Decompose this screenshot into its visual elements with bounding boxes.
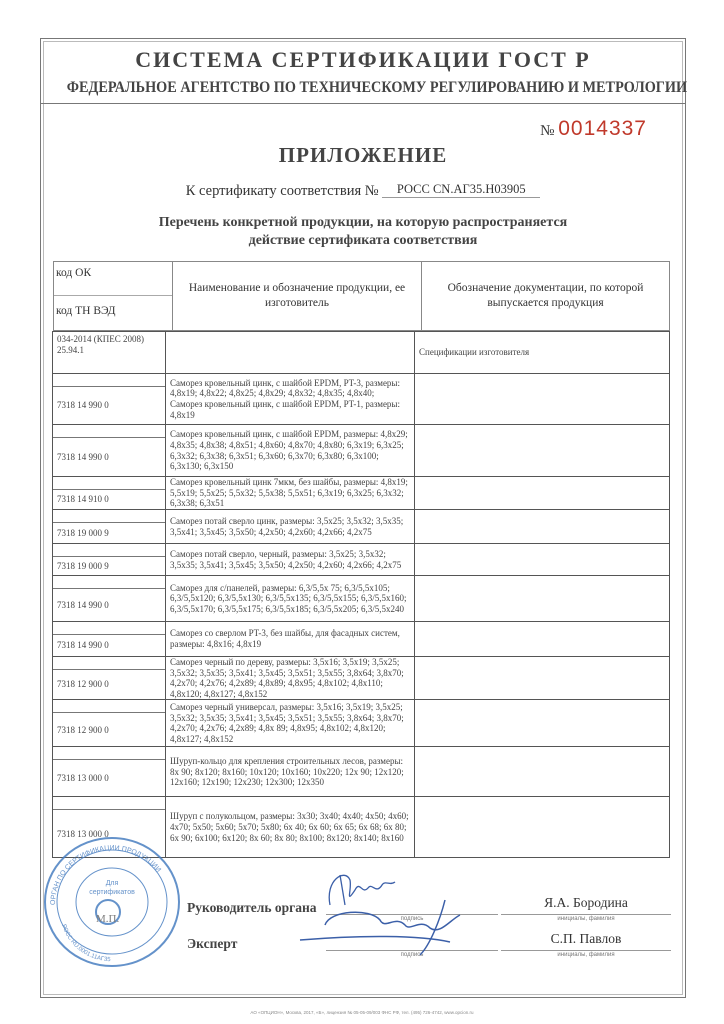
- tnved-code-cell: [53, 374, 166, 425]
- doc-cell: [415, 700, 670, 747]
- table-row: [53, 622, 670, 657]
- product-name: Саморез потай сверло, черный, размеры: 3,5x25; 3,5x32; 3,5x35; 3,5x41; 3,5x45; 3,5x50; 4,2x50; 4,2x60; 4,2x66; 4,2x75: [166, 544, 415, 576]
- tnved-code: 7318 14 990 0: [57, 599, 109, 610]
- doc-cell: [415, 477, 670, 510]
- form-number-value: 0014337: [558, 117, 647, 140]
- tnved-code-cell: [53, 510, 166, 544]
- table-row: [53, 657, 670, 700]
- product-name: Шуруп с полукольцом, размеры: 3x30; 3x40; 4x40; 4x50; 4x60; 4x70; 5x50; 5x60; 5x70; 5x80; 6x 40; 6x 60; 6x 65; 6x 68; 6x 80; 6x 90; 6x100; 6x120; 8x 60; 8x 80; 8x100; 8x120; 8x140; 8x160: [166, 797, 415, 858]
- svg-text:ОРГАН ПО СЕРТИФИКАЦИИ ПРОДУКЦИ: ОРГАН ПО СЕРТИФИКАЦИИ ПРОДУКЦИИ: [49, 844, 162, 906]
- okpd-code: 034-2014 (КПЕС 2008) 25.94.1: [53, 332, 166, 374]
- tnved-code: 7318 13 000 0: [57, 773, 109, 784]
- tnved-code: 7318 14 910 0: [57, 494, 109, 505]
- name-header: Наименование и обозначение продукции, ее изготовитель: [173, 262, 422, 331]
- svg-text:сертификатов: сертификатов: [89, 889, 135, 896]
- product-name: Саморез кровельный цинк 7мкм, без шайбы, размеры: 4,8x19; 5,5x19; 5,5x25; 5,5x32; 5,5x38; 5,5x51; 6,3x19; 6,3x25; 6,3x32; 6,3x38; 6,3x51: [166, 477, 415, 510]
- product-name: Саморез черный универсал, размеры: 3,5x16; 3,5x19; 3,5x25; 3,5x32; 3,5x35; 3,5x41; 3,5x45; 3,5x51; 3,5x55; 3,8x64; 3,8x70; 4,2x70; 4,2x76; 4,2x89; 4,8x 89; 4,8x95; 4,8x102; 4,8x120; 4,8x127; 4,8x152: [166, 700, 415, 747]
- product-table: [52, 331, 670, 858]
- expert-label: Эксперт: [187, 936, 238, 951]
- svg-text:РОСС RU.0001.11АГ35: РОСС RU.0001.11АГ35: [60, 923, 111, 964]
- expert-name: С.П. Павлов: [550, 931, 622, 946]
- table-row: [53, 700, 670, 747]
- subtitle: Перечень конкретной продукции, на которую распространяется действие сертификата соответствия: [158, 215, 568, 248]
- svg-text:Для: Для: [105, 880, 119, 887]
- doc-cell: [415, 544, 670, 576]
- table-row: [53, 544, 670, 576]
- certificate-frame: СИСТЕМА СЕРТИФИКАЦИИ ГОСТ Р ФЕДЕРАЛЬНОЕ АГЕНТСТВО ПО ТЕХНИЧЕСКОМУ РЕГУЛИРОВАНИЮ И МЕТРОЛОГИИ № 0014337 ПРИЛОЖЕНИЕ К сертификату соответствия № РОСС CN.АГ35.Н03905 Перечень конкретной продукции, на которую распространяется действие сертификата соответствия код ОК код ТН ВЭД Наименование и обозначение продукции, ее изготовитель Обозначение документации, по которой выпускается продукция 034-2014 (КПЕС 2008) 25.94.1 Спецификации изготовителя 7318 14 990 0 Саморез кровельный цинк, с шайбой EPDM, PT-3, размеры: 4,8x19; 4,8x22; 4,8x25; 4,8x29; 4,8x32; 4,8x35; 4,8x40; Саморез кровельный цинк, с шайбой EPDM, PT-1, размеры: 4,8x19 7318 14 990 0 Саморез кровельный цинк, с шайбой EPDM, размеры: 4,8x29; 4,8x35; 4,8x38; 4,8x51; 4,8x60; 4,8x70; 4,8x80; 6,3x19; 6,3x25; 6,3x32; 6,3x38; 6,3x51; 6,3x60; 6,3x70; 6,3x80; 6,3x100; 6,3x130; 6,3x150 7318 14 910 0 Саморез кровельный цинк 7мкм, без шайбы, размеры: 4,8x19; 5,5x19; 5,5x25; 5,5x32; 5,5x38; 5,5x51; 6,3x19; 6,3x25; 6,3x32; 6,3x38; 6,3x51 7318 19 000 9 Саморез потай сверло цинк, размеры: 3,5x25; 3,5x32; 3,5x35; 3,5x41; 3,5x45; 3,5x50; 4,2x50; 4,2x60; 4,2x66; 4,2x75 7318 19 000 9 Саморез потай сверло, черный, размеры: 3,5x25; 3,5x32; 3,5x35; 3,5x41; 3,5x45; 3,5x50; 4,2x50; 4,2x60; 4,2x66; 4,2x75 7318 14 990 0 Саморез для с/панелей, размеры: 6,3/5,5x 75; 6,3/5,5x105; 6,3/5,5x120; 6,3/5,5x130; 6,3/5,5x135; 6,3/5,5x155; 6,3/5,5x160; 6,3/5,5x170; 6,3/5,5x175; 6,3/5,5x185; 6,3/5,5x205; 6,3/5,5x240 7318 14 990 0 Саморез со сверлом PT-3, без шайбы, для фасадных систем, размеры: 4,8x16; 4,8x19 7318 12 900 0 Саморез черный по дереву, размеры: 3,5x16; 3,5x19; 3,5x25; 3,5x32; 3,5x35; 3,5x41; 3,5x45; 3,5x51; 3,5x55; 3,8x64; 3,8x70; 4,2x70; 4,2x76; 4,2x89; 4,8x89; 4,8x95; 4,8x102; 4,8x110; 4,8x120; 4,8x127; 4,8x152 7318 12 900 0 Саморез черный универсал, размеры: 3,5x16; 3,5x19; 3,5x25; 3,5x32; 3,5x35; 3,5x41; 3,5x45; 3,5x51; 3,5x55; 3,8x64; 3,8x70; 4,2x70; 4,2x76; 4,2x89; 4,8x 89; 4,8x95; 4,8x102; 4,8x120; 4,8x127; 4,8x152 7318 13 000 0 Шуруп-кольцо для крепления строительных лесов, размеры: 8x 90; 8x120; 8x160; 10x120; 10x160; 10x220; 12x 90; 12x120; 12x160; 12x190; 12x230; 12x300; 12x350 7318 13 000 0 Шуруп с полукольцом, размеры: 3x30; 3x40; 4x40; 4x50; 4x60; 4x70; 5x50; 5x60; 5x70; 5x80; 6x 40; 6x 60; 6x 65; 6x 68; 6x 80; 6x 90; 6x100; 6x120; 8x 60; 8x 80; 8x100; 8x120; 8x140; 8x160 Руководитель органа подпись Я.А. Бородина инициалы, фамилия Эксперт подпись С.П. Павлов инициалы, фамилия: [40, 38, 686, 998]
- product-name: Саморез кровельный цинк, с шайбой EPDM, размеры: 4,8x29; 4,8x35; 4,8x38; 4,8x51; 4,8x60; 4,8x70; 4,8x80; 6,3x19; 6,3x25; 6,3x32; 6,3x38; 6,3x51; 6,3x60; 6,3x70; 6,3x80; 6,3x100; 6,3x130; 6,3x150: [166, 425, 415, 477]
- table-row: [53, 477, 670, 510]
- head-name: Я.А. Бородина: [544, 895, 628, 910]
- doc-cell: [415, 374, 670, 425]
- doc-cell: [415, 622, 670, 657]
- table-row: [53, 425, 670, 477]
- doc-cell: Спецификации изготовителя: [415, 332, 670, 374]
- table-header: [53, 261, 670, 331]
- tnved-code: 7318 19 000 9: [57, 560, 109, 571]
- tnved-code-cell: [53, 797, 166, 858]
- tnved-code-cell: [53, 657, 166, 700]
- tnved-code: 7318 12 900 0: [57, 679, 109, 690]
- table-row: [53, 797, 670, 858]
- footer-imprint: АО «ОПЦИОН», Москва, 2017, «Б», лицензия № 05-05-09/003 ФНС РФ, тел. (495) 726-4742, www.opcion.ru: [250, 1010, 474, 1015]
- doc-cell: [415, 576, 670, 622]
- doc-cell: [415, 747, 670, 797]
- mp-label: М.П.: [96, 913, 120, 925]
- doc-cell: [415, 510, 670, 544]
- product-name: Саморез для с/панелей, размеры: 6,3/5,5x 75; 6,3/5,5x105; 6,3/5,5x120; 6,3/5,5x130; 6,3/5,5x135; 6,3/5,5x155; 6,3/5,5x160; 6,3/5,5x170; 6,3/5,5x175; 6,3/5,5x185; 6,3/5,5x205; 6,3/5,5x240: [166, 576, 415, 622]
- table-row: [53, 576, 670, 622]
- tnved-code-cell: [53, 477, 166, 510]
- table-row: [53, 747, 670, 797]
- product-name: Саморез черный по дереву, размеры: 3,5x16; 3,5x19; 3,5x25; 3,5x32; 3,5x35; 3,5x41; 3,5x45; 3,5x51; 3,5x55; 3,8x64; 3,8x70; 4,2x70; 4,2x76; 4,2x89; 4,8x89; 4,8x95; 4,8x102; 4,8x110; 4,8x120; 4,8x127; 4,8x152: [166, 657, 415, 700]
- product-name: Саморез потай сверло цинк, размеры: 3,5x25; 3,5x32; 3,5x35; 3,5x41; 3,5x45; 3,5x50; 4,2x50; 4,2x60; 4,2x66; 4,2x75: [166, 510, 415, 544]
- form-number: № 0014337: [540, 117, 647, 140]
- product-name: Шуруп-кольцо для крепления строительных лесов, размеры: 8x 90; 8x120; 8x160; 10x120; 10x160; 10x220; 12x 90; 12x120; 12x160; 12x190; 12x230; 12x300; 12x350: [166, 747, 415, 797]
- certificate-number: РОСС CN.АГ35.Н03905: [382, 182, 540, 198]
- tnved-code-cell: [53, 576, 166, 622]
- tnved-code-cell: [53, 700, 166, 747]
- product-name: Саморез кровельный цинк, с шайбой EPDM, PT-3, размеры: 4,8x19; 4,8x22; 4,8x25; 4,8x29; 4,8x32; 4,8x35; 4,8x40; Саморез кровельный цинк, с шайбой EPDM, PT-1, размеры: 4,8x19: [166, 374, 415, 425]
- agency-name: ФЕДЕРАЛЬНОЕ АГЕНТСТВО ПО ТЕХНИЧЕСКОМУ РЕГУЛИРОВАНИЮ И МЕТРОЛОГИИ: [66, 79, 688, 96]
- tnved-code: 7318 19 000 9: [57, 527, 109, 538]
- table-row: [53, 510, 670, 544]
- tnved-code-cell: [53, 622, 166, 657]
- table-row: [53, 374, 670, 425]
- docs-header: Обозначение документации, по которой выпускается продукция: [422, 262, 670, 331]
- certification-system-title: СИСТЕМА СЕРТИФИКАЦИИ ГОСТ Р: [135, 47, 591, 72]
- certificate-reference: К сертификату соответствия № РОСС CN.АГ35.Н03905: [41, 182, 685, 200]
- tnved-code-cell: [53, 425, 166, 477]
- tnved-code: 7318 14 990 0: [57, 451, 109, 462]
- tnved-code: 7318 14 990 0: [57, 400, 109, 411]
- doc-cell: [415, 425, 670, 477]
- page-title: ПРИЛОЖЕНИЕ: [278, 143, 448, 167]
- head-label: Руководитель органа: [187, 900, 317, 915]
- header-divider: [41, 103, 685, 104]
- tnved-code-cell: [53, 747, 166, 797]
- product-name: Саморез со сверлом PT-3, без шайбы, для фасадных систем, размеры: 4,8x16; 4,8x19: [166, 622, 415, 657]
- doc-cell: [415, 797, 670, 858]
- tnved-code: 7318 12 900 0: [57, 724, 109, 735]
- tnved-code-cell: [53, 544, 166, 576]
- tnved-code: 7318 13 000 0: [57, 828, 109, 839]
- doc-cell: [415, 657, 670, 700]
- code-header: код ОК код ТН ВЭД: [54, 262, 173, 331]
- tnved-code: 7318 14 990 0: [57, 640, 109, 651]
- table-row: [53, 332, 670, 374]
